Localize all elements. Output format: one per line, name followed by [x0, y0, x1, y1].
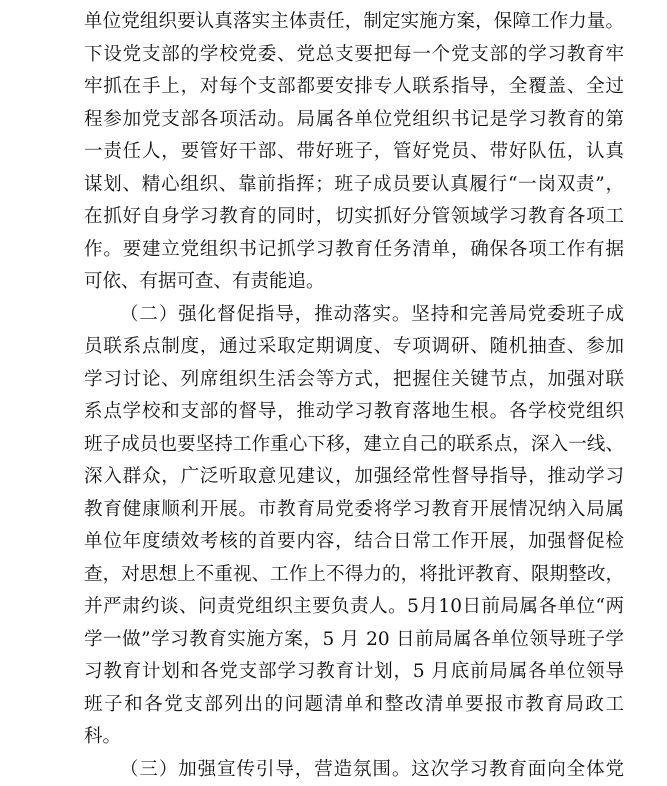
paragraph-line: 习教育计划和各党支部学习教育计划，5 月底前局属各单位领导	[84, 656, 624, 689]
paragraph-line: 谋划、精心组织、靠前指挥；班子成员要认真履行“一岗双责”，	[84, 169, 624, 202]
paragraph-line: 牢抓在手上，对每个支部都要安排专人联系指导，全覆盖、全过	[84, 71, 624, 104]
paragraph-line: 学一做”学习教育实施方案，5 月 20 日前局属各单位领导班子学	[84, 624, 624, 657]
paragraph-line: 员联系点制度，通过采取定期调度、专项调研、随机抽查、参加	[84, 331, 624, 364]
paragraph-line: 深入群众，广泛听取意见建议，加强经常性督导指导，推动学习	[84, 461, 624, 494]
paragraph-line: 并严肃约谈、问责党组织主要负责人。5月10日前局属各单位“两	[84, 591, 624, 624]
paragraph-line: 班子和各党支部列出的问题清单和整改清单要报市教育局政工	[84, 689, 624, 722]
section-heading-line: （三）加强宣传引导，营造氛围。这次学习教育面向全体党	[84, 754, 624, 786]
paragraph-line: 作。要建立党组织书记抓学习教育任务清单，确保各项工作有据	[84, 234, 624, 267]
paragraph-line: 系点学校和支部的督导，推动学习教育落地生根。各学校党组织	[84, 396, 624, 429]
paragraph-line: 学习讨论、列席组织生活会等方式，把握住关键节点，加强对联	[84, 364, 624, 397]
paragraph-line: 单位党组织要认真落实主体责任，制定实施方案，保障工作力量。	[84, 6, 624, 39]
section-heading-line: （二）强化督促指导，推动落实。坚持和完善局党委班子成	[84, 299, 624, 332]
paragraph-line: 单位年度绩效考核的首要内容，结合日常工作开展，加强督促检	[84, 526, 624, 559]
paragraph-line: 查，对思想上不重视、工作上不得力的，将批评教育、限期整改，	[84, 559, 624, 592]
paragraph-line: 教育健康顺利开展。市教育局党委将学习教育开展情况纳入局属	[84, 494, 624, 527]
paragraph-line: 程参加党支部各项活动。局属各单位党组织书记是学习教育的第	[84, 104, 624, 137]
document-body	[84, 6, 624, 786]
paragraph-line: 下设党支部的学校党委、党总支要把每一个党支部的学习教育牢	[84, 39, 624, 72]
paragraph-line: 班子成员也要坚持工作重心下移，建立自己的联系点，深入一线、	[84, 429, 624, 462]
paragraph-line: 可依、有据可查、有责能追。	[84, 266, 624, 299]
paragraph-line: 一责任人，要管好干部、带好班子，管好党员、带好队伍，认真	[84, 136, 624, 169]
paragraph-line: 在抓好自身学习教育的同时，切实抓好分管领域学习教育各项工	[84, 201, 624, 234]
paragraph-line: 科。	[84, 721, 624, 754]
